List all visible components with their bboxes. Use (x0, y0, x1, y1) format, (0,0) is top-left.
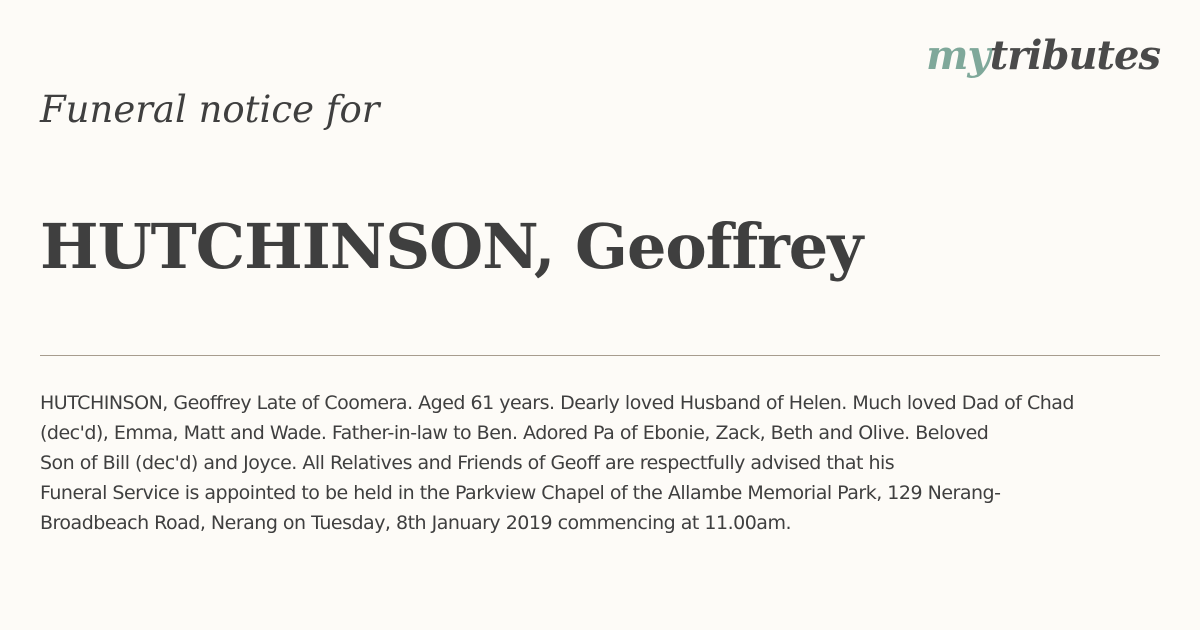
notice-line: (dec'd), Emma, Matt and Wade. Father-in-law to Ben. Adored Pa of Ebonie, Zack, Beth and Olive. Beloved (40, 422, 989, 444)
mytributes-logo[interactable] (926, 34, 1160, 78)
notice-type-heading: Funeral notice for (40, 88, 380, 131)
notice-line: Funeral Service is appointed to be held in the Parkview Chapel of the Allambe Memorial Park, 129 Nerang- (40, 482, 1001, 504)
notice-line: Son of Bill (dec'd) and Joyce. All Relatives and Friends of Geoff are respectfully advised that his (40, 452, 895, 474)
logo-my-text: my (926, 32, 990, 79)
notice-line: HUTCHINSON, Geoffrey Late of Coomera. Aged 61 years. Dearly loved Husband of Helen. Much loved Dad of Chad (40, 392, 1074, 414)
notice-line: Broadbeach Road, Nerang on Tuesday, 8th January 2019 commencing at 11.00am. (40, 512, 791, 534)
logo-tributes-text: tributes (989, 32, 1160, 79)
deceased-name-title: HUTCHINSON, Geoffrey (40, 210, 863, 283)
divider (40, 355, 1160, 356)
notice-body (40, 388, 1170, 538)
